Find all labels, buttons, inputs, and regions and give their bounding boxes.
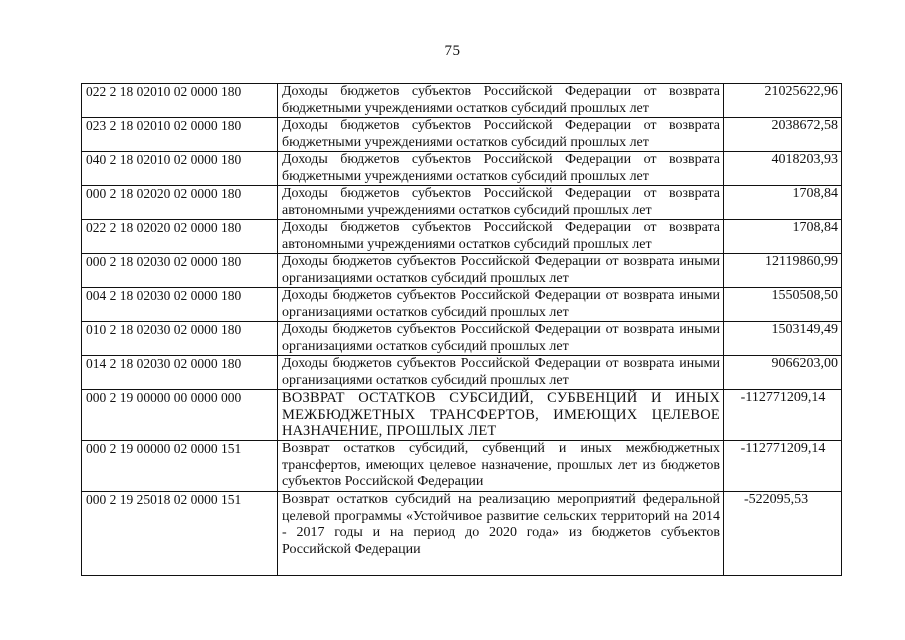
table-row — [82, 84, 842, 118]
table-row — [82, 492, 842, 576]
revenue-description-text: Возврат остатков субсидий на реализацию мероприятий федеральной целевой программы «Устойчивое развитие сельских территорий на 2014 - 2017 годы и на период до 2020 года» из бюджетов субъектов Российской Федерации — [282, 492, 720, 557]
revenue-description — [278, 186, 724, 220]
revenue-amount: 1708,84 — [724, 220, 842, 254]
revenue-description — [278, 118, 724, 152]
table-row — [82, 322, 842, 356]
revenue-description-text: Доходы бюджетов субъектов Российской Федерации от возврата автономными учреждениями остатков субсидий прошлых лет — [282, 220, 720, 252]
table-row-section-header — [82, 390, 842, 441]
revenue-description-text: Возврат остатков субсидий, субвенций и иных межбюджетных трансфертов, имеющих целевое назначение, прошлых лет из бюджетов субъектов Российской Федерации — [282, 441, 720, 489]
table-row — [82, 220, 842, 254]
revenue-description-text: Доходы бюджетов субъектов Российской Федерации от возврата бюджетными учреждениями остатков субсидий прошлых лет — [282, 152, 720, 184]
table-row — [82, 288, 842, 322]
revenue-amount: 1503149,49 — [724, 322, 842, 356]
revenue-amount: 2038672,58 — [724, 118, 842, 152]
table-row — [82, 118, 842, 152]
revenue-description — [278, 356, 724, 390]
budget-classification-code: 000 2 18 02020 02 0000 180 — [82, 186, 278, 220]
revenue-description-text: Доходы бюджетов субъектов Российской Федерации от возврата иными организациями остатков субсидий прошлых лет — [282, 356, 720, 388]
revenue-amount: 12119860,99 — [724, 254, 842, 288]
revenue-amount: -112771209,14 — [724, 390, 842, 441]
budget-classification-code: 022 2 18 02020 02 0000 180 — [82, 220, 278, 254]
revenue-description — [278, 390, 724, 441]
revenue-description-text: Доходы бюджетов субъектов Российской Федерации от возврата бюджетными учреждениями остатков субсидий прошлых лет — [282, 84, 720, 116]
revenue-amount: 4018203,93 — [724, 152, 842, 186]
revenue-description — [278, 441, 724, 492]
budget-classification-code: 023 2 18 02010 02 0000 180 — [82, 118, 278, 152]
revenue-amount: -522095,53 — [724, 492, 842, 576]
budget-classification-code: 040 2 18 02010 02 0000 180 — [82, 152, 278, 186]
budget-classification-code: 000 2 19 00000 00 0000 000 — [82, 390, 278, 441]
revenue-amount: 9066203,00 — [724, 356, 842, 390]
page-number: 75 — [444, 43, 461, 59]
budget-classification-code: 000 2 19 25018 02 0000 151 — [82, 492, 278, 576]
revenue-description-text: Доходы бюджетов субъектов Российской Федерации от возврата иными организациями остатков субсидий прошлых лет — [282, 288, 720, 320]
revenue-description-text: Доходы бюджетов субъектов Российской Федерации от возврата автономными учреждениями остатков субсидий прошлых лет — [282, 186, 720, 218]
budget-classification-code: 004 2 18 02030 02 0000 180 — [82, 288, 278, 322]
budget-revenue-table — [81, 83, 842, 576]
revenue-description-text: Доходы бюджетов субъектов Российской Федерации от возврата иными организациями остатков субсидий прошлых лет — [282, 254, 720, 286]
budget-classification-code: 000 2 19 00000 02 0000 151 — [82, 441, 278, 492]
revenue-description — [278, 220, 724, 254]
revenue-description — [278, 322, 724, 356]
revenue-amount: 1550508,50 — [724, 288, 842, 322]
revenue-description-text: Доходы бюджетов субъектов Российской Федерации от возврата иными организациями остатков субсидий прошлых лет — [282, 322, 720, 354]
budget-classification-code: 014 2 18 02030 02 0000 180 — [82, 356, 278, 390]
budget-classification-code: 022 2 18 02010 02 0000 180 — [82, 84, 278, 118]
table-row — [82, 356, 842, 390]
revenue-description — [278, 254, 724, 288]
revenue-description — [278, 152, 724, 186]
table-row — [82, 186, 842, 220]
budget-classification-code: 000 2 18 02030 02 0000 180 — [82, 254, 278, 288]
table-row — [82, 254, 842, 288]
revenue-amount: -112771209,14 — [724, 441, 842, 492]
table-row — [82, 441, 842, 492]
revenue-description — [278, 84, 724, 118]
revenue-description-text: Доходы бюджетов субъектов Российской Федерации от возврата бюджетными учреждениями остатков субсидий прошлых лет — [282, 118, 720, 150]
revenue-description — [278, 288, 724, 322]
revenue-amount: 21025622,96 — [724, 84, 842, 118]
revenue-description — [278, 492, 724, 576]
budget-classification-code: 010 2 18 02030 02 0000 180 — [82, 322, 278, 356]
revenue-amount: 1708,84 — [724, 186, 842, 220]
revenue-description-text: ВОЗВРАТ ОСТАТКОВ СУБСИДИЙ, СУБВЕНЦИЙ И ИНЫХ МЕЖБЮДЖЕТНЫХ ТРАНСФЕРТОВ, ИМЕЮЩИХ ЦЕЛЕВОЕ НАЗНАЧЕНИЕ, ПРОШЛЫХ ЛЕТ — [282, 390, 720, 439]
table-row — [82, 152, 842, 186]
